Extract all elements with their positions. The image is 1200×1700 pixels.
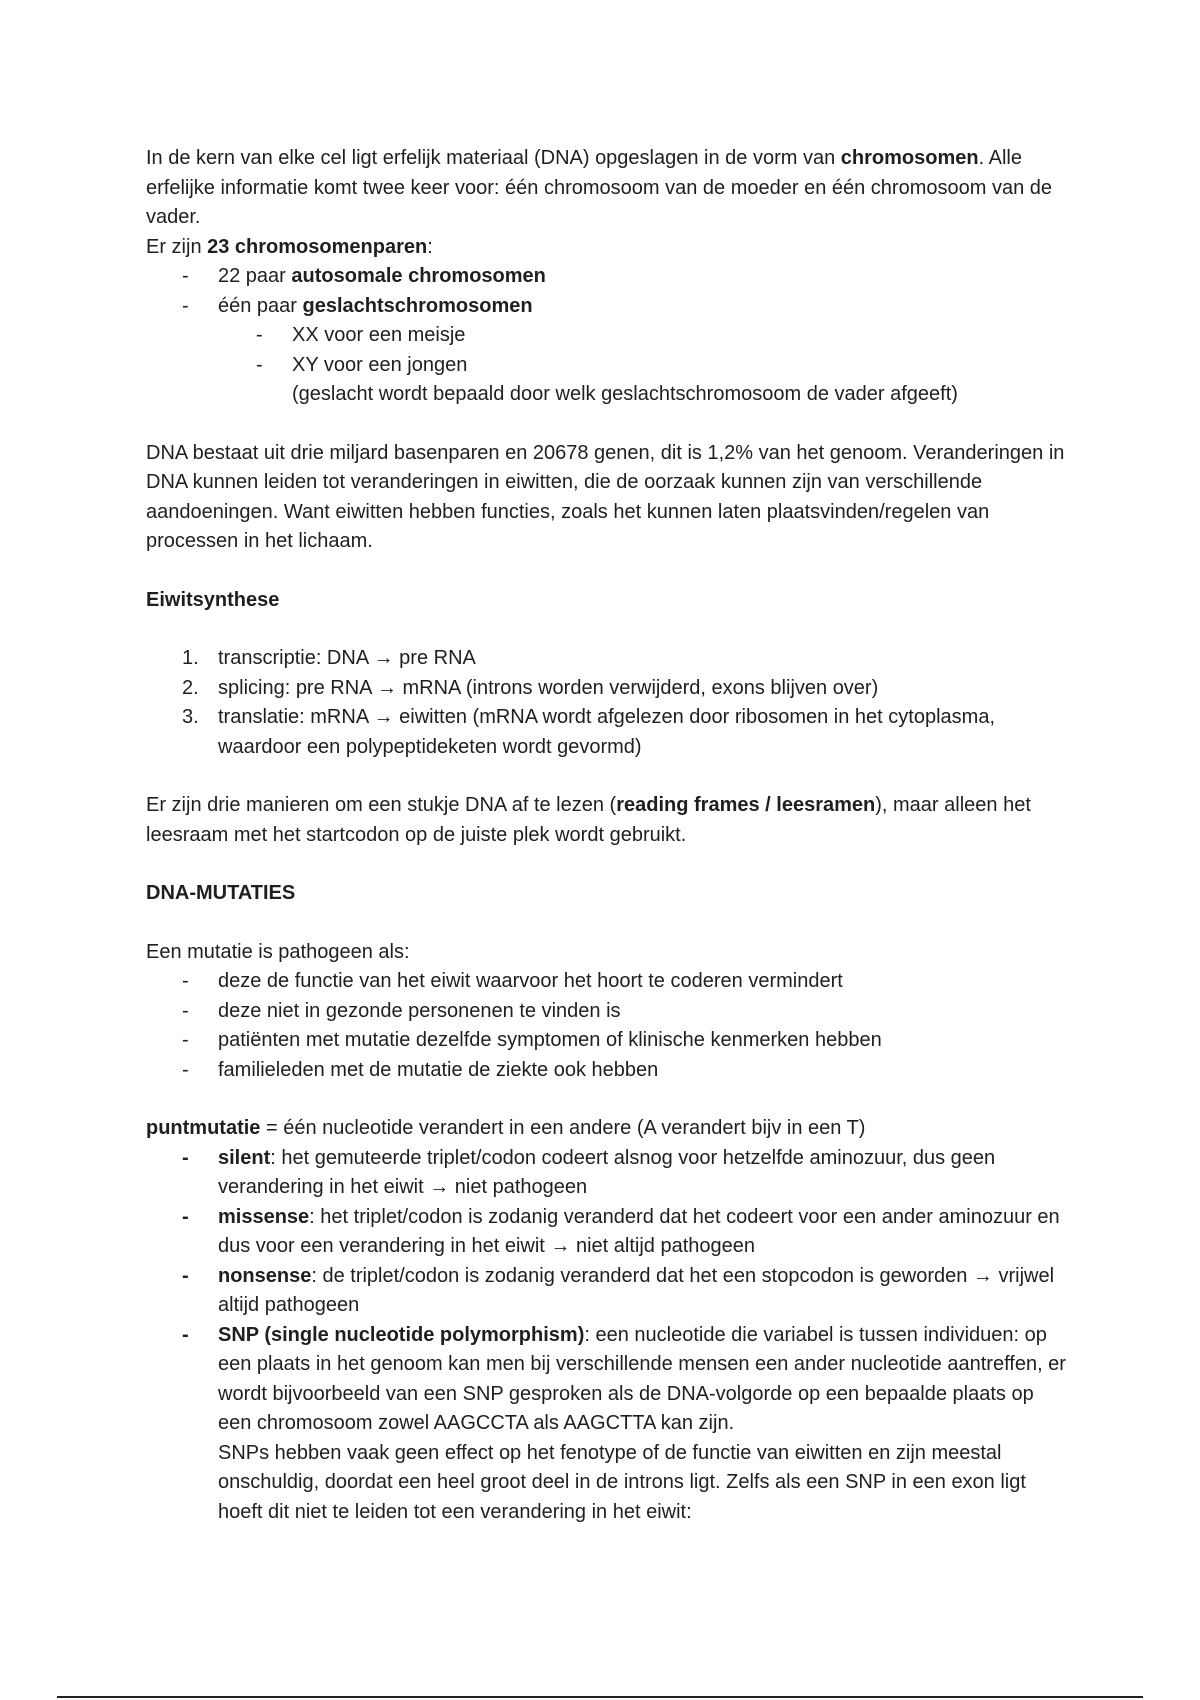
page-bottom-rule (57, 1696, 1143, 1698)
item-text: XX voor een meisje (292, 324, 466, 346)
list-item (146, 967, 1066, 997)
rf-bold: reading frames / leesramen (616, 794, 876, 816)
item-text: 22 paar (218, 265, 292, 287)
step-text: transcriptie: DNA → pre RNA (218, 647, 476, 669)
item-bold: autosomale chromosomen (291, 265, 546, 287)
spacer (146, 557, 1066, 586)
dash-bullet: - (256, 324, 263, 346)
puntmutatie-definition (146, 1114, 1066, 1144)
dash-bullet: - (182, 1205, 189, 1228)
criterion-text: deze niet in gezonde personenen te vinden is (218, 999, 621, 1022)
step-number: 1. (182, 647, 199, 669)
pairs-line (146, 233, 1066, 263)
eiwitsynthese-heading (146, 586, 1066, 616)
dash-bullet: - (182, 1029, 189, 1051)
type-bold: missense (218, 1205, 310, 1228)
type-text: : de triplet/codon is zodanig veranderd dat het een stopcodon is geworden → vrijwel altijd pathogeen (218, 1264, 1055, 1316)
list-item (146, 997, 1066, 1027)
list-item (146, 703, 1066, 762)
list-item (146, 262, 1066, 292)
sex-determination-note: (geslacht wordt bepaald door welk geslachtschromosoom de vader afgeeft) (292, 383, 958, 405)
step-number: 3. (182, 706, 199, 728)
type-bold: SNP (single nucleotide polymorphism) (218, 1323, 585, 1346)
dash-bullet: - (182, 999, 189, 1022)
list-item (146, 1144, 1066, 1203)
spacer (146, 615, 1066, 644)
punt-rest: = één nucleotide verandert in een andere (A verandert bijv in een T) (260, 1117, 866, 1139)
pairs-bold: 23 chromosomenparen (207, 235, 428, 258)
type-bold: silent (218, 1146, 271, 1169)
spacer (146, 909, 1066, 938)
intro-text-rest: . Alle erfelijke informatie komt twee keer voor: één chromosoom van de moeder en één chromosoom van de vader. (146, 147, 1053, 228)
dash-bullet: - (182, 1264, 189, 1287)
punt-bold: puntmutatie (146, 1117, 261, 1139)
sex-chromosome-sublist (146, 321, 1066, 380)
intro-paragraph (146, 144, 1066, 233)
criterion-text: familieleden met de mutatie de ziekte ook hebben (218, 1058, 659, 1081)
list-item (146, 1262, 1066, 1321)
rf-rest: ), maar alleen het leesraam met het startcodon op de juiste plek wordt gebruikt. (146, 794, 1031, 846)
step-text: splicing: pre RNA → mRNA (introns worden verwijderd, exons blijven over) (218, 676, 879, 699)
heading-text: DNA-MUTATIES (146, 882, 296, 904)
chromosome-pair-list (146, 262, 1066, 321)
intro-text: In de kern van elke cel ligt erfelijk materiaal (DNA) opgeslagen in de vorm van (146, 147, 841, 169)
dash-bullet: - (182, 265, 189, 287)
list-item (146, 644, 1066, 674)
heading-text: Eiwitsynthese (146, 588, 280, 611)
rf-lead: Er zijn drie manieren om een stukje DNA af te lezen ( (146, 794, 617, 816)
pathogeen-criteria-list (146, 967, 1066, 1085)
document-body (146, 144, 1066, 1527)
item-text: één paar (218, 294, 303, 317)
step-number: 2. (182, 676, 199, 699)
pairs-lead: Er zijn (146, 235, 208, 258)
list-item (146, 292, 1066, 322)
dash-bullet: - (256, 353, 263, 376)
spacer (146, 762, 1066, 791)
dash-bullet: - (182, 1146, 189, 1169)
list-item (146, 1056, 1066, 1086)
dash-bullet: - (182, 1058, 189, 1081)
dash-bullet: - (182, 294, 189, 317)
list-item (146, 351, 1066, 381)
list-item (146, 1026, 1066, 1056)
mutation-types-list (146, 1144, 1066, 1528)
type-text: : een nucleotide die variabel is tussen individuen: op een plaats in het genoom kan men bij verschillende mensen een ander nucleotide aantreffen, er wordt bijvoorbeeld van een SNP gesproken als de DNA-volgorde op een bepaalde plaats op een chromosoom zowel AAGCCTA als AAGCTTA kan zijn. (218, 1323, 1066, 1434)
type-text: : het gemuteerde triplet/codon codeert alsnog voor hetzelfde aminozuur, dus geen verandering in het eiwit → niet pathogeen (218, 1146, 996, 1198)
pairs-colon: : (427, 235, 433, 258)
reading-frames-paragraph (146, 791, 1066, 850)
list-item (146, 1321, 1066, 1528)
list-item (146, 674, 1066, 704)
list-item (146, 1203, 1066, 1262)
spacer (146, 410, 1066, 439)
item-bold: geslachtschromosomen (302, 294, 533, 317)
spacer (146, 1085, 1066, 1114)
mutaties-heading (146, 879, 1066, 909)
snp-extra-text: SNPs hebben vaak geen effect op het fenotype of de functie van eiwitten en zijn meestal onschuldig, doordat een heel groot deel in de introns ligt. Zelfs als een SNP in een exon ligt hoeft dit niet te leiden tot een verandering in het eiwit: (218, 1441, 1026, 1523)
intro-bold-term: chromosomen (840, 147, 979, 169)
pathogeen-lead: Een mutatie is pathogeen als: (146, 940, 410, 963)
item-text: XY voor een jongen (292, 353, 468, 376)
spacer (146, 850, 1066, 879)
dash-bullet: - (182, 1323, 189, 1346)
step-text: translatie: mRNA → eiwitten (mRNA wordt afgelezen door ribosomen in het cytoplasma, waardoor een polypeptideketen wordt gevormd) (218, 706, 996, 758)
dna-paragraph: DNA bestaat uit drie miljard basenparen en 20678 genen, dit is 1,2% van het genoom. Veranderingen in DNA kunnen leiden tot veranderingen in eiwitten, die de oorzaak kunnen zijn van verschillende aandoeningen. Want eiwitten hebben functies, zoals het kunnen laten plaatsvinden/regelen van processen in het lichaam. (146, 441, 1065, 552)
criterion-text: patiënten met mutatie dezelfde symptomen of klinische kenmerken hebben (218, 1029, 882, 1051)
eiwitsynthese-steps (146, 644, 1066, 762)
dash-bullet: - (182, 970, 189, 992)
list-item (146, 321, 1066, 351)
criterion-text: deze de functie van het eiwit waarvoor het hoort te coderen vermindert (218, 970, 843, 992)
type-bold: nonsense (218, 1264, 312, 1287)
type-text: : het triplet/codon is zodanig veranderd dat het codeert voor een ander aminozuur en dus voor een verandering in het eiwit → niet altijd pathogeen (218, 1205, 1060, 1257)
